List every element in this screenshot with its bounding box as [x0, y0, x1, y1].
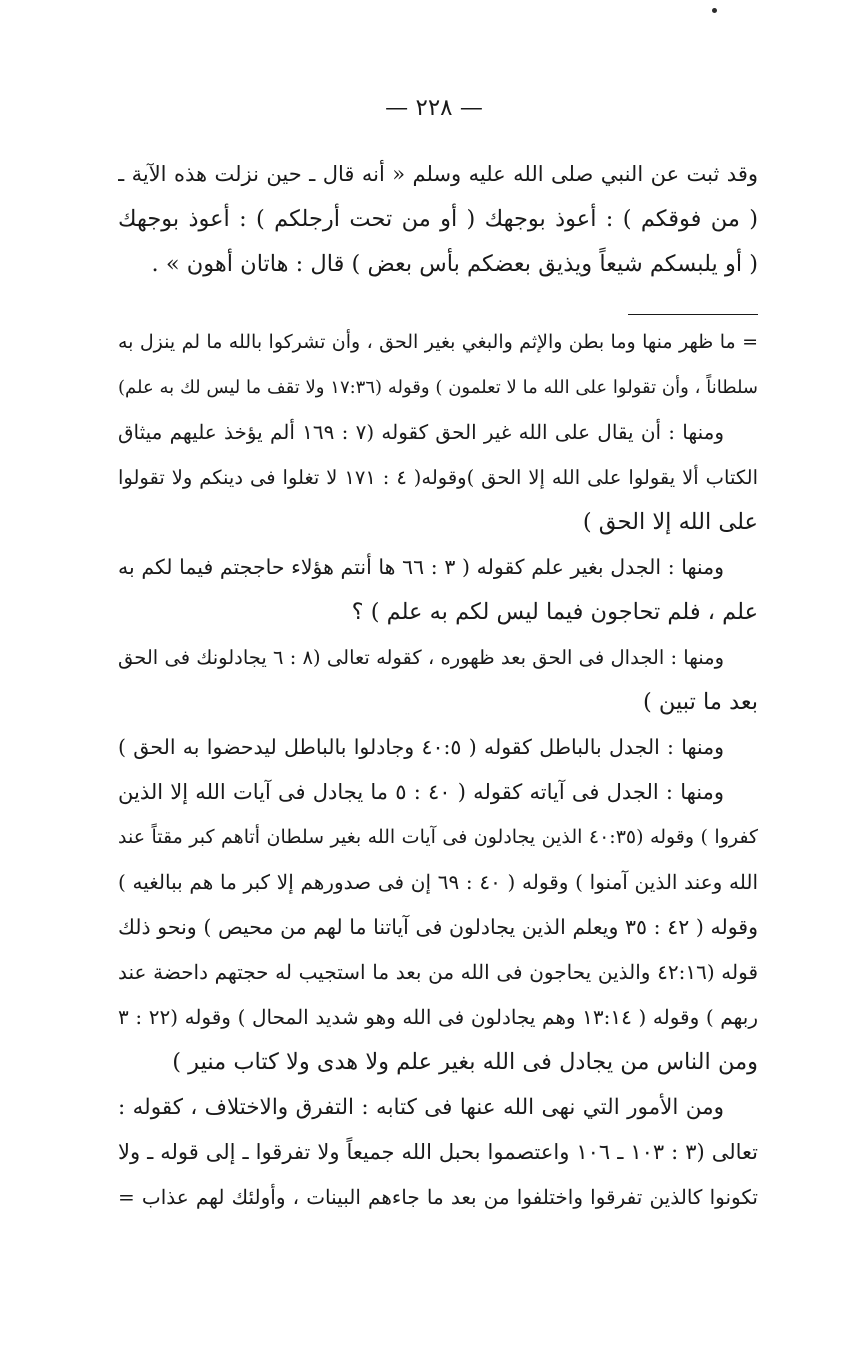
footnote-line: الله وعند الذين آمنوا ) وقوله ( ٤٠ : ٦٩ إن فى صدورهم إلا كبر ما هم ببالغيه ) — [118, 870, 758, 894]
footnote-line: تعالى (٣ : ١٠٣ ـ ١٠٦ واعتصموا بحبل الله جميعاً ولا تفرقوا ـ إلى قوله ـ ولا — [118, 1140, 758, 1164]
footnotes — [118, 320, 758, 1220]
footnote-line: ومنها : الجدل فى آياته كقوله ( ٤٠ : ٥ ما يجادل فى آيات الله إلا الذين — [118, 780, 725, 804]
footnote-line: على الله إلا الحق ) — [582, 509, 758, 535]
footnote-line: علم ، فلم تحاجون فيما ليس لكم به علم ) ؟ — [351, 599, 758, 625]
footnote-line: ومن الناس من يجادل فى الله بغير علم ولا هدى ولا كتاب منير ) — [172, 1049, 758, 1075]
footnote-line: بعد ما تبين ) — [642, 689, 758, 715]
footnote-line: كفروا ) وقوله (٤٠:٣٥ الذين يجادلون فى آيات الله بغير سلطان أتاهم كبر مقتاً عند — [118, 826, 758, 848]
footnote-line: سلطاناً ، وأن تقولوا على الله ما لا تعلمون ) وقوله (١٧:٣٦ ولا تقف ما ليس لك به علم) — [118, 377, 758, 398]
footnote-line: ومنها : الجدال فى الحق بعد ظهوره ، كقوله تعالى (٨ : ٦ يجادلونك فى الحق — [118, 646, 724, 669]
footnote-line: قوله (٤٢:١٦ والذين يحاجون فى الله من بعد ما استجيب له حجتهم داحضة عند — [118, 960, 758, 984]
footnote-line: ربهم ) وقوله ( ١٣:١٤ وهم يجادلون فى الله وهو شديد المحال ) وقوله (٢٢ : ٣ — [118, 1005, 758, 1029]
main-text-line: ( أو يلبسكم شيعاً ويذيق بعضكم بأس بعض ) قال : هاتان أهون » . — [151, 251, 758, 277]
main-text — [118, 152, 758, 287]
footnote-separator — [628, 314, 758, 315]
main-text-line: وقد ثبت عن النبي صلى الله عليه وسلم « أنه قال ـ حين نزلت هذه الآية ـ — [118, 162, 758, 186]
footnote-line: ومنها : أن يقال على الله غير الحق كقوله (٧ : ١٦٩ ألم يؤخذ عليهم ميثاق — [118, 420, 724, 444]
footnote-line: ومنها : الجدل بالباطل كقوله ( ٤٠:٥ وجادلوا بالباطل ليدحضوا به الحق ) — [118, 735, 724, 759]
footnote-line: ومنها : الجدل بغير علم كقوله ( ٣ : ٦٦ ها أنتم هؤلاء حاججتم فيما لكم به — [118, 555, 724, 579]
main-text-line: ( من فوقكم ) : أعوذ بوجهك ( أو من تحت أرجلكم ) : أعوذ بوجهك — [118, 206, 758, 232]
footnote-line: ومن الأمور التي نهى الله عنها فى كتابه : التفرق والاختلاف ، كقوله : — [118, 1095, 724, 1120]
scan-speck — [712, 8, 717, 13]
page-number: — ٢٢٨ — — [385, 95, 483, 121]
footnote-line: الكتاب ألا يقولوا على الله إلا الحق )وقوله( ٤ : ١٧١ لا تغلوا فى دينكم ولا تقولوا — [118, 466, 758, 489]
footnote-line: = ما ظهر منها وما بطن والإثم والبغي بغير الحق ، وأن تشركوا بالله ما لم ينزل به — [118, 331, 758, 353]
footnote-line: تكونوا كالذين تفرقوا واختلفوا من بعد ما جاءهم البينات ، وأولئك لهم عذاب = — [118, 1185, 758, 1209]
footnote-line: وقوله ( ٤٢ : ٣٥ ويعلم الذين يجادلون فى آياتنا ما لهم من محيص ) ونحو ذلك — [118, 915, 758, 939]
